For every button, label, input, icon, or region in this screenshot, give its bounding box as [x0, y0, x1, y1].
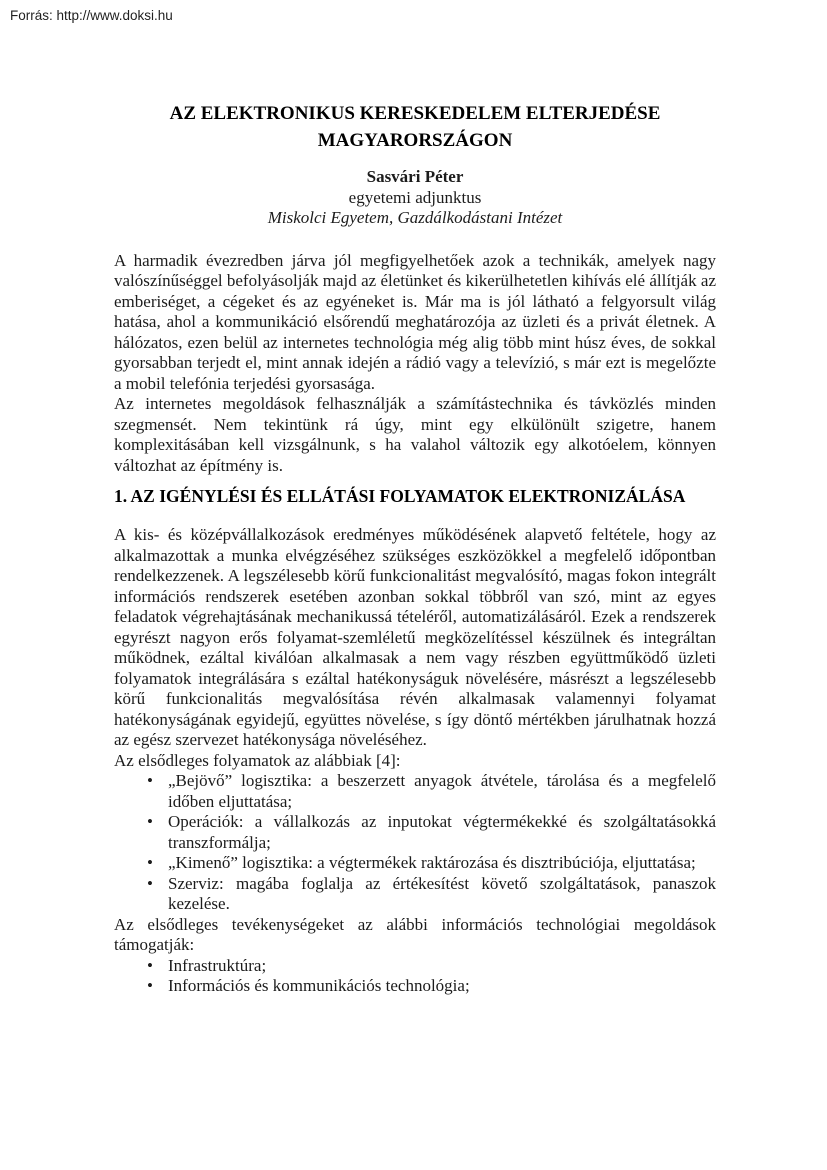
author-name: Sasvári Péter: [366, 167, 464, 186]
primary-process-list: [114, 771, 716, 915]
section-heading: 1. AZ IGÉNYLÉSI ÉS ELLÁTÁSI FOLYAMATOK ELEKTRONIZÁLÁSA: [114, 486, 686, 506]
list-intro: Az elsődleges folyamatok az alábbiak [4]:: [114, 750, 401, 770]
list-intro: Az elsődleges tevékenységeket az alábbi információs technológiai megoldások támogatják:: [114, 914, 716, 954]
list-item-text: „Kimenő” logisztika: a végtermékek raktározása és disztribúciója, eljuttatása;: [168, 853, 696, 872]
list-item: [145, 874, 716, 915]
intro-paragraph: Az internetes megoldások felhasználják a számítástechnika és távközlés minden szegmensét. Nem tekintünk rá úgy, mint egy elkülönült szigetre, hanem komplexitásában kell vizsgálnunk, s ha valahol változik egy alkotóelem, könnyen változhat az építmény is.: [114, 394, 716, 475]
bullet-icon: •: [147, 955, 153, 975]
intro-paragraph: A harmadik évezredben járva jól megfigyelhetőek azok a technikák, amelyek nagy valószínűséggel befolyásolják majd az életünket és kikerülhetetlen kihívás elé állítják az emberiséget, a cégeket és az egyéneket is. Már ma is jól látható a felgyorsult világ hatása, ahol a kommunikáció elsőrendű meghatározója az üzleti és a privát életnek. A hálózatos, ezen belül az internetes technológia még alig több mint húsz éves, de sokkal gyorsabban terjedt el, mint annak idején a rádió vagy a televízió, s már ezt is megelőzte a mobil telefónia terjedési gyorsasága.: [114, 250, 716, 393]
bullet-icon: •: [147, 812, 153, 831]
author-block: [114, 167, 716, 229]
list-item-text: Infrastruktúra;: [168, 955, 267, 975]
author-position: egyetemi adjunktus: [348, 187, 482, 207]
list-item-text: Operációk: a vállalkozás az inputokat végtermékekké és szolgáltatásokká transzformálja;: [168, 812, 716, 852]
it-solutions-list: [114, 956, 716, 997]
bullet-icon: •: [147, 853, 153, 872]
list-item-text: Szerviz: magába foglalja az értékesítést követő szolgáltatások, panaszok kezelése.: [168, 873, 716, 913]
list-item: [145, 956, 716, 977]
document-content: [114, 0, 716, 997]
bullet-icon: •: [147, 976, 153, 995]
bullet-icon: •: [147, 873, 153, 893]
list-item: [145, 812, 716, 853]
list-item: [145, 976, 716, 997]
list-item-text: Információs és kommunikációs technológia;: [168, 976, 470, 995]
source-header: Forrás: http://www.doksi.hu: [10, 8, 173, 23]
body-paragraph: A kis- és középvállalkozások eredményes működésének alapvető feltétele, hogy az alkalmazottak a munka elvégzéséhez szükséges eszközökkel a megfelelő időpontban rendelkezzenek. A legszélesebb körű funkcionalitást megvalósító, magas fokon integrált információs rendszerek esetében azonban sokkal többről van szó, mint az egyes feladatok végrehajtásának mechanikussá tételéről, automatizálásáról. Ezek a rendszerek egyrészt nagyon erős folyamat-szemléletű megközelítéssel készülnek és integráltan működnek, ezáltal kiválóan alkalmasak a nem vagy részben együttműködő üzleti folyamatok integrálására s ezáltal hatékonyságuk növelésére, másrészt a legszélesebb körű funkcionalitás megvalósítása révén alkalmasak valamennyi folyamat hatékonyságának egyidejű, együttes növelése, s így döntő mértékben járulhatnak hozzá az egész szervezet hatékonysága növeléséhez.: [114, 525, 716, 749]
author-affiliation: Miskolci Egyetem, Gazdálkodástani Intézet: [267, 208, 563, 227]
bullet-icon: •: [147, 771, 153, 790]
list-item: [145, 853, 716, 874]
list-item: [145, 771, 716, 812]
document-title: AZ ELEKTRONIKUS KERESKEDELEM ELTERJEDÉSE MAGYARORSZÁGON: [169, 103, 661, 151]
list-item-text: „Bejövő” logisztika: a beszerzett anyagok átvétele, tárolása és a megfelelő időben eljuttatása;: [168, 771, 716, 811]
